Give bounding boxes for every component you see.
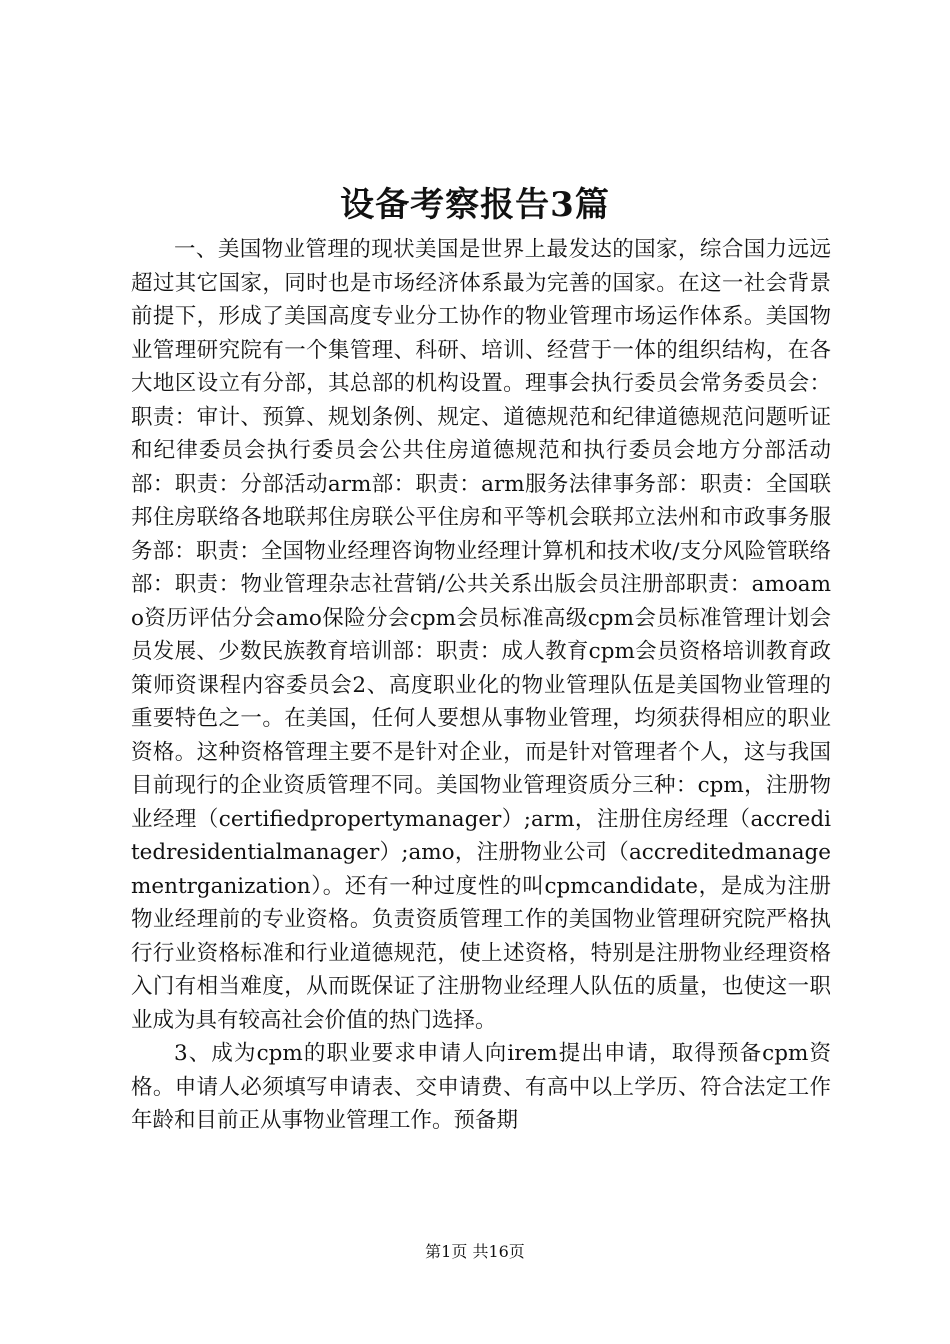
- page-footer: 第1页 共16页: [425, 1242, 525, 1261]
- document-body: [131, 233, 831, 1138]
- paragraph-1: 一、美国物业管理的现状美国是世界上最发达的国家，综合国力远远超过其它国家，同时也是市场经济体系最为完善的国家。在这一社会背景前提下，形成了美国高度专业分工协作的物业管理市场运作体系。美国物业管理研究院有一个集管理、科研、培训、经营于一体的组织结构，在各大地区设立有分部，其总部的机构设置。理事会执行委员会常务委员会：职责：审计、预算、规划条例、规定、道德规范和纪律道德规范问题听证和纪律委员会执行委员会公共住房道德规范和执行委员会地方分部活动部：职责：分部活动arm部：职责：arm服务法律事务部：职责：全国联邦住房联络各地联邦住房联公平住房和平等机会联邦立法州和市政事务服务部：职责：全国物业经理咨询物业经理计算机和技术收/支分风险管联络部：职责：物业管理杂志社营销/公共关系出版会员注册部职责：amoamo资历评估分会amo保险分会cpm会员标准高级cpm会员标准管理计划会员发展、少数民族教育培训部：职责：成人教育cpm会员资格培训教育政策师资课程内容委员会2、高度职业化的物业管理队伍是美国物业管理的重要特色之一。在美国，任何人要想从事物业管理，均须获得相应的职业资格。这种资格管理主要不是针对企业，而是针对管理者个人，这与我国目前现行的企业资质管理不同。美国物业管理资质分三种：cpm，注册物业经理（certifiedpropertymanager）;arm，注册住房经理（accreditedresidentialmanager）;amo，注册物业公司（accreditedmanagementrganization）。还有一种过度性的叫cpmcandidate，是成为注册物业经理前的专业资格。负责资质管理工作的美国物业管理研究院严格执行行业资格标准和行业道德规范，使上述资格，特别是注册物业经理资格入门有相当难度，从而既保证了注册物业经理人队伍的质量，也使这一职业成为具有较高社会价值的热门选择。: [131, 237, 831, 1033]
- document-title: 设备考察报告3篇: [340, 185, 610, 225]
- paragraph-2: 3、成为cpm的职业要求申请人向irem提出申请，取得预备cpm资格。申请人必须填写申请表、交申请费、有高中以上学历、符合法定工作年龄和目前正从事物业管理工作。预备期: [131, 1041, 831, 1133]
